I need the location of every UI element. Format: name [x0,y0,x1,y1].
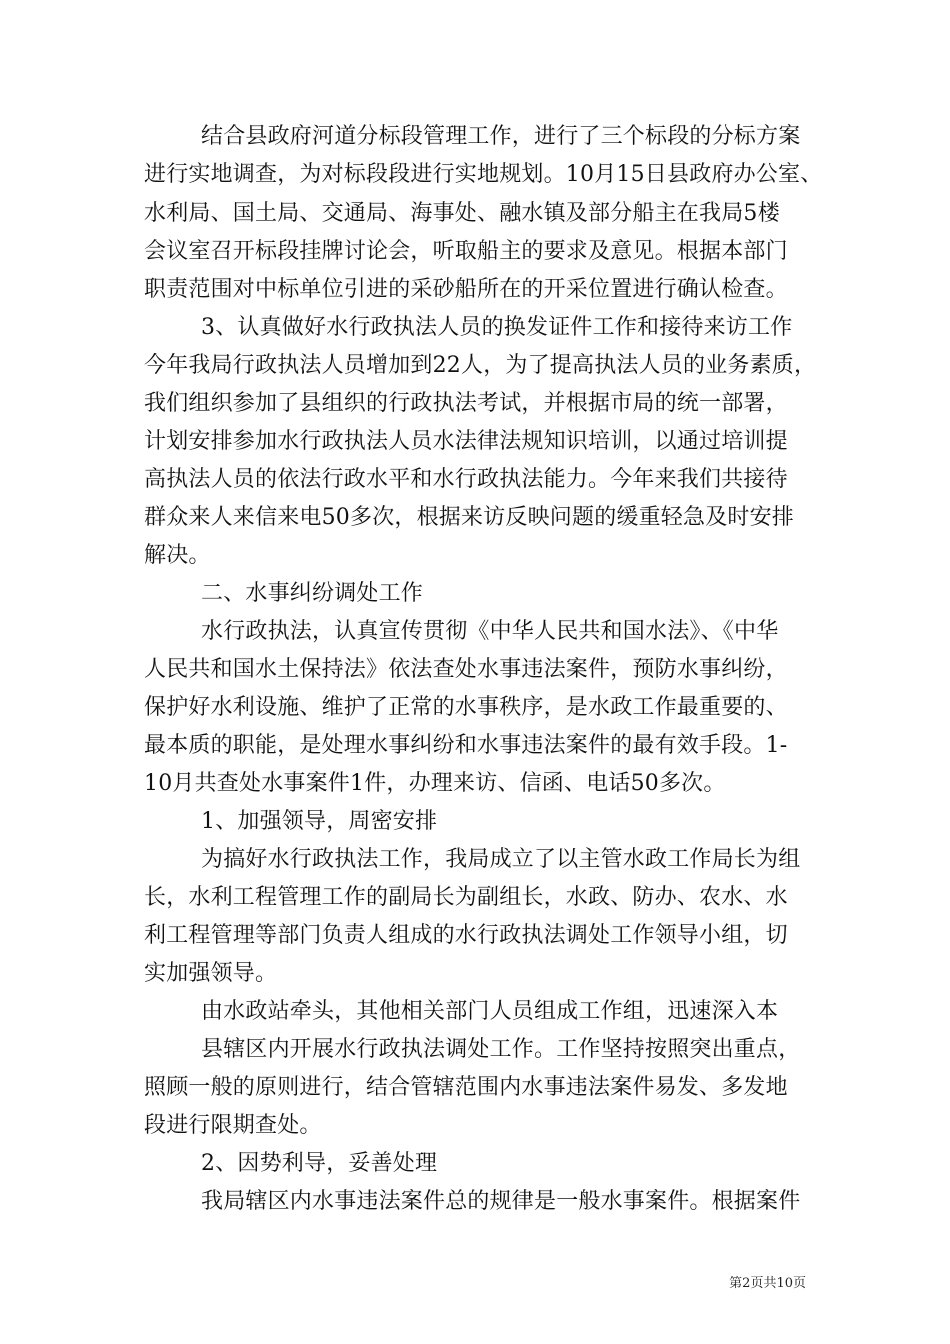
text-line-21: 长，水利工程管理工作的副局长为副组长，水政、防办、农水、水 [144,885,788,910]
text-line-15: 人民共和国水土保持法》依法查处水事违法案件，预防水事纠纷， [144,657,788,682]
text-line-7: 今年我局行政执法人员增加到22人，为了提高执法人员的业务素质， [144,353,817,378]
text-line-18: 10月共查处水事案件1件，办理来访、信函、电话50多次。 [144,771,726,796]
text-line-26: 照顾一般的原则进行，结合管辖范围内水事违法案件易发、多发地 [144,1075,788,1100]
text-line-1: 结合县政府河道分标段管理工作，进行了三个标段的分标方案 [201,124,801,149]
text-line-10: 高执法人员的依法行政水平和水行政执法能力。今年来我们共接待 [144,467,788,492]
text-line-23: 实加强领导。 [144,961,278,986]
text-line-14: 水行政执法，认真宣传贯彻《中华人民共和国水法》、《中华 [201,619,779,644]
text-line-20: 为搞好水行政执法工作，我局成立了以主管水政工作局长为组 [201,847,801,872]
text-line-3: 水利局、国土局、交通局、海事处、融水镇及部分船主在我局5楼 [144,201,780,226]
text-line-29: 我局辖区内水事违法案件总的规律是一般水事案件。根据案件 [201,1189,801,1214]
subheading-1: 1、加强领导，周密安排 [201,809,438,834]
text-line-8: 我们组织参加了县组织的行政执法考试，并根据市局的统一部署， [144,391,788,416]
text-line-5: 职责范围对中标单位引进的采砂船所在的开采位置进行确认检查。 [144,277,788,302]
section-heading-2: 二、水事纠纷调处工作 [201,581,424,606]
text-line-25: 县辖区内开展水行政执法调处工作。工作坚持按照突出重点， [201,1037,801,1062]
text-line-27: 段进行限期查处。 [144,1113,322,1138]
text-line-6: 3、认真做好水行政执法人员的换发证件工作和接待来访工作 [201,315,793,340]
text-line-11: 群众来人来信来电50多次，根据来访反映问题的缓重轻急及时安排 [144,505,794,530]
text-line-16: 保护好水利设施、维护了正常的水事秩序，是水政工作最重要的、 [144,695,788,720]
subheading-2: 2、因势利导，妥善处理 [201,1151,438,1176]
text-line-12: 解决。 [144,543,211,568]
text-line-2: 进行实地调查，为对标段段进行实地规划。10月15日县政府办公室、 [144,162,823,187]
text-line-22: 利工程管理等部门负责人组成的水行政执法调处工作领导小组，切 [144,923,788,948]
text-line-24: 由水政站牵头，其他相关部门人员组成工作组，迅速深入本 [201,999,779,1024]
text-line-17: 最本质的职能，是处理水事纠纷和水事违法案件的最有效手段。1- [144,733,788,758]
text-line-9: 计划安排参加水行政执法人员水法律法规知识培训，以通过培训提 [144,429,788,454]
text-line-4: 会议室召开标段挂牌讨论会，听取船主的要求及意见。根据本部门 [144,239,788,264]
page-number-footer: 第2页共10页 [729,1276,806,1291]
